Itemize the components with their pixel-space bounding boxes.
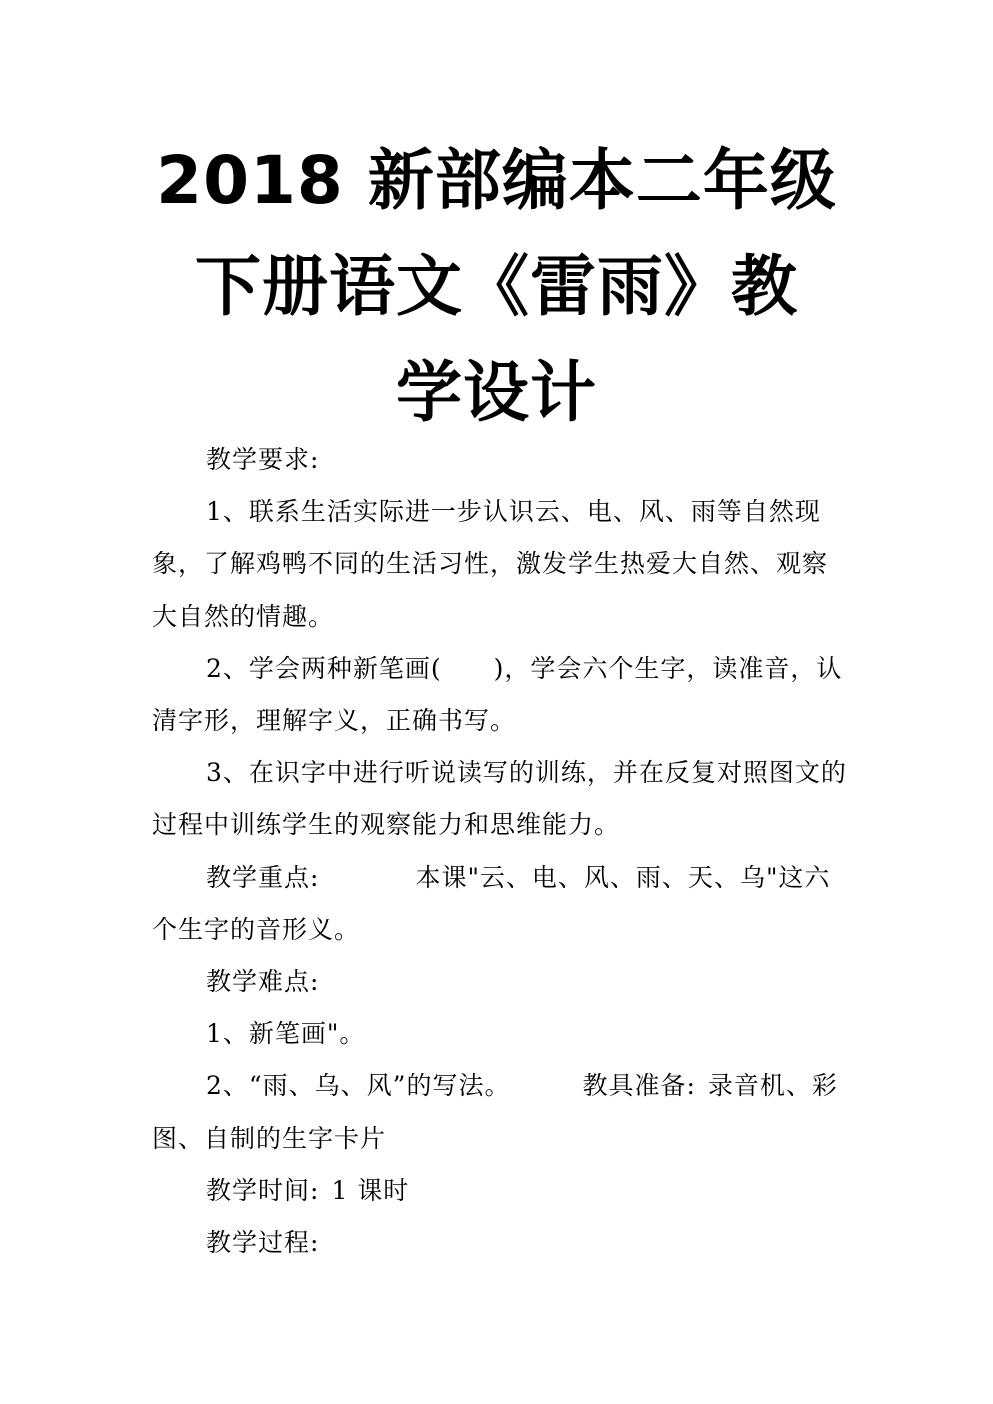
requirement-1: 1、联系生活实际进一步认识云、电、风、雨等自然现象，了解鸡鸭不同的生活习性，激发学生热爱大自然、观察大自然的情趣。: [152, 497, 829, 631]
title-line-2: 下册语文《雷雨》教: [195, 248, 798, 325]
requirement-3: 3、在识字中进行听说读写的训练，并在反复对照图文的过程中训练学生的观察能力和思维能力。: [152, 758, 847, 840]
teaching-time-text: 1 课时: [331, 1175, 410, 1205]
tools-text: 录音机、彩图、自制的生字卡片: [152, 1071, 838, 1153]
tools-label: 教具准备:: [582, 1071, 696, 1101]
title-line-3: 学设计: [396, 354, 597, 431]
requirement-2: 2、学会两种新笔画( )，学会六个生字，读准音，认清字形，理解字义，正确书写。: [152, 653, 843, 736]
difficulty-2: 2、“雨、乌、风”的写法。: [206, 1071, 511, 1101]
teaching-difficulty-heading: 教学难点:: [206, 967, 320, 997]
teaching-focus: [152, 852, 852, 956]
teaching-time: [152, 1165, 852, 1217]
teaching-requirements-heading: 教学要求:: [206, 445, 320, 474]
document-title: [140, 128, 853, 446]
teaching-focus-text: 本课"云、电、风、雨、天、乌"这六个生字的音形义。: [152, 862, 831, 944]
difficulty-2-and-tools: [152, 1060, 852, 1164]
teaching-time-label: 教学时间:: [206, 1175, 320, 1205]
document-body: [152, 434, 852, 1269]
teaching-process-heading: 教学过程:: [206, 1228, 320, 1258]
difficulty-1: 1、新笔画"。: [206, 1019, 366, 1049]
teaching-focus-label: 教学重点:: [206, 862, 320, 892]
title-line-1: 2018 新部编本二年级: [156, 142, 837, 219]
